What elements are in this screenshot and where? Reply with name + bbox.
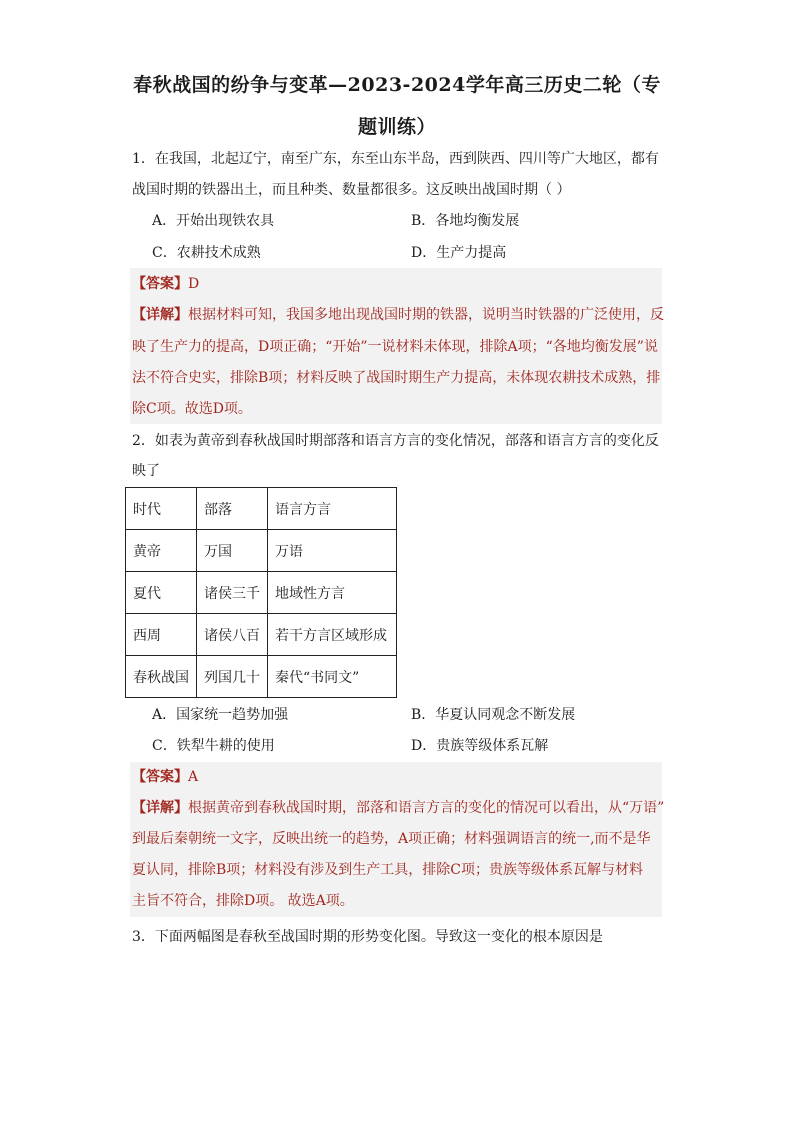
q1-answer-label: 【答案】 — [132, 276, 188, 292]
document-title-line2: 题训练） — [357, 116, 436, 138]
q2-explain-text1: 根据黄帝到春秋战国时期，部落和语言方言的变化的情况可以看出，从“万语” — [188, 800, 665, 816]
table-cell: 万国 — [197, 530, 268, 572]
table-cell: 万语 — [268, 530, 397, 572]
q1-option-a: A．开始出现铁农具 — [152, 213, 275, 229]
q2-explain-line1 — [132, 799, 664, 817]
q2-answer-value: A — [188, 769, 199, 785]
q1-explain-text1: 根据材料可知，我国多地出现战国时期的铁器，说明当时铁器的广泛使用，反 — [188, 307, 664, 323]
table-cell: 夏代 — [126, 572, 197, 614]
q2-answer — [132, 768, 198, 786]
q1-option-c: C．农耕技术成熟 — [152, 245, 261, 261]
table-cell: 黄帝 — [126, 530, 197, 572]
q1-stem-line1: 1．在我国，北起辽宁，南至广东，东至山东半岛，西到陕西、四川等广大地区，都有 — [132, 151, 659, 167]
q1-explain-line2: 映了生产力的提高，D项正确；“开始”一说材料未体现，排除A项；“各地均衡发展”说 — [132, 339, 658, 355]
table-row — [126, 656, 397, 698]
table-header-cell: 部落 — [197, 488, 268, 530]
table-row — [126, 530, 397, 572]
q2-option-d: D．贵族等级体系瓦解 — [411, 738, 549, 754]
q1-stem-line2: 战国时期的铁器出土，而且种类、数量都很多。这反映出战国时期（ ） — [132, 182, 571, 198]
q2-data-table — [125, 487, 397, 698]
table-cell: 诸侯三千 — [197, 572, 268, 614]
q1-answer — [132, 275, 199, 293]
table-header-cell: 时代 — [126, 488, 197, 530]
q1-option-b: B．各地均衡发展 — [411, 213, 520, 229]
q2-stem-line1: 2．如表为黄帝到春秋战国时期部落和语言方言的变化情况，部落和语言方言的变化反 — [132, 433, 659, 449]
table-cell: 若干方言区域形成 — [268, 614, 397, 656]
table-cell: 秦代“书同文” — [268, 656, 397, 698]
q1-explain-line3: 法不符合史实，排除B项；材料反映了战国时期生产力提高，未体现农耕技术成熟，排 — [132, 370, 661, 386]
table-header-row — [126, 488, 397, 530]
table-row — [126, 614, 397, 656]
q1-explain-label: 【详解】 — [132, 307, 188, 323]
q1-option-d: D．生产力提高 — [411, 245, 507, 261]
q2-stem-line2: 映了 — [132, 463, 160, 479]
table-cell: 诸侯八百 — [197, 614, 268, 656]
q3-stem-line1: 3．下面两幅图是春秋至战国时期的形势变化图。导致这一变化的根本原因是 — [132, 929, 603, 945]
q2-explain-label: 【详解】 — [132, 800, 188, 816]
q1-explain-line4: 除C项。故选D项。 — [132, 401, 252, 417]
q2-option-a: A．国家统一趋势加强 — [152, 707, 289, 723]
q1-explain-line1 — [132, 306, 664, 324]
q2-explain-line2: 到最后秦朝统一文字，反映出统一的趋势，A项正确；材料强调语言的统一,而不是华 — [132, 831, 651, 847]
q2-explain-line4: 主旨不符合，排除D项。 故选A项。 — [132, 893, 354, 909]
table-cell: 西周 — [126, 614, 197, 656]
q2-answer-label: 【答案】 — [132, 769, 188, 785]
table-cell: 春秋战国 — [126, 656, 197, 698]
q2-explain-line3: 夏认同，排除B项；材料没有涉及到生产工具，排除C项；贵族等级体系瓦解与材料 — [132, 862, 643, 878]
table-header-cell: 语言方言 — [268, 488, 397, 530]
table-cell: 地域性方言 — [268, 572, 397, 614]
q2-option-b: B．华夏认同观念不断发展 — [411, 707, 576, 723]
table-cell: 列国几十 — [197, 656, 268, 698]
q1-answer-value: D — [188, 276, 200, 292]
q2-option-c: C．铁犁牛耕的使用 — [152, 738, 275, 754]
document-title-line1: 春秋战国的纷争与变革—2023-2024学年高三历史二轮（专 — [133, 74, 661, 96]
table-row — [126, 572, 397, 614]
